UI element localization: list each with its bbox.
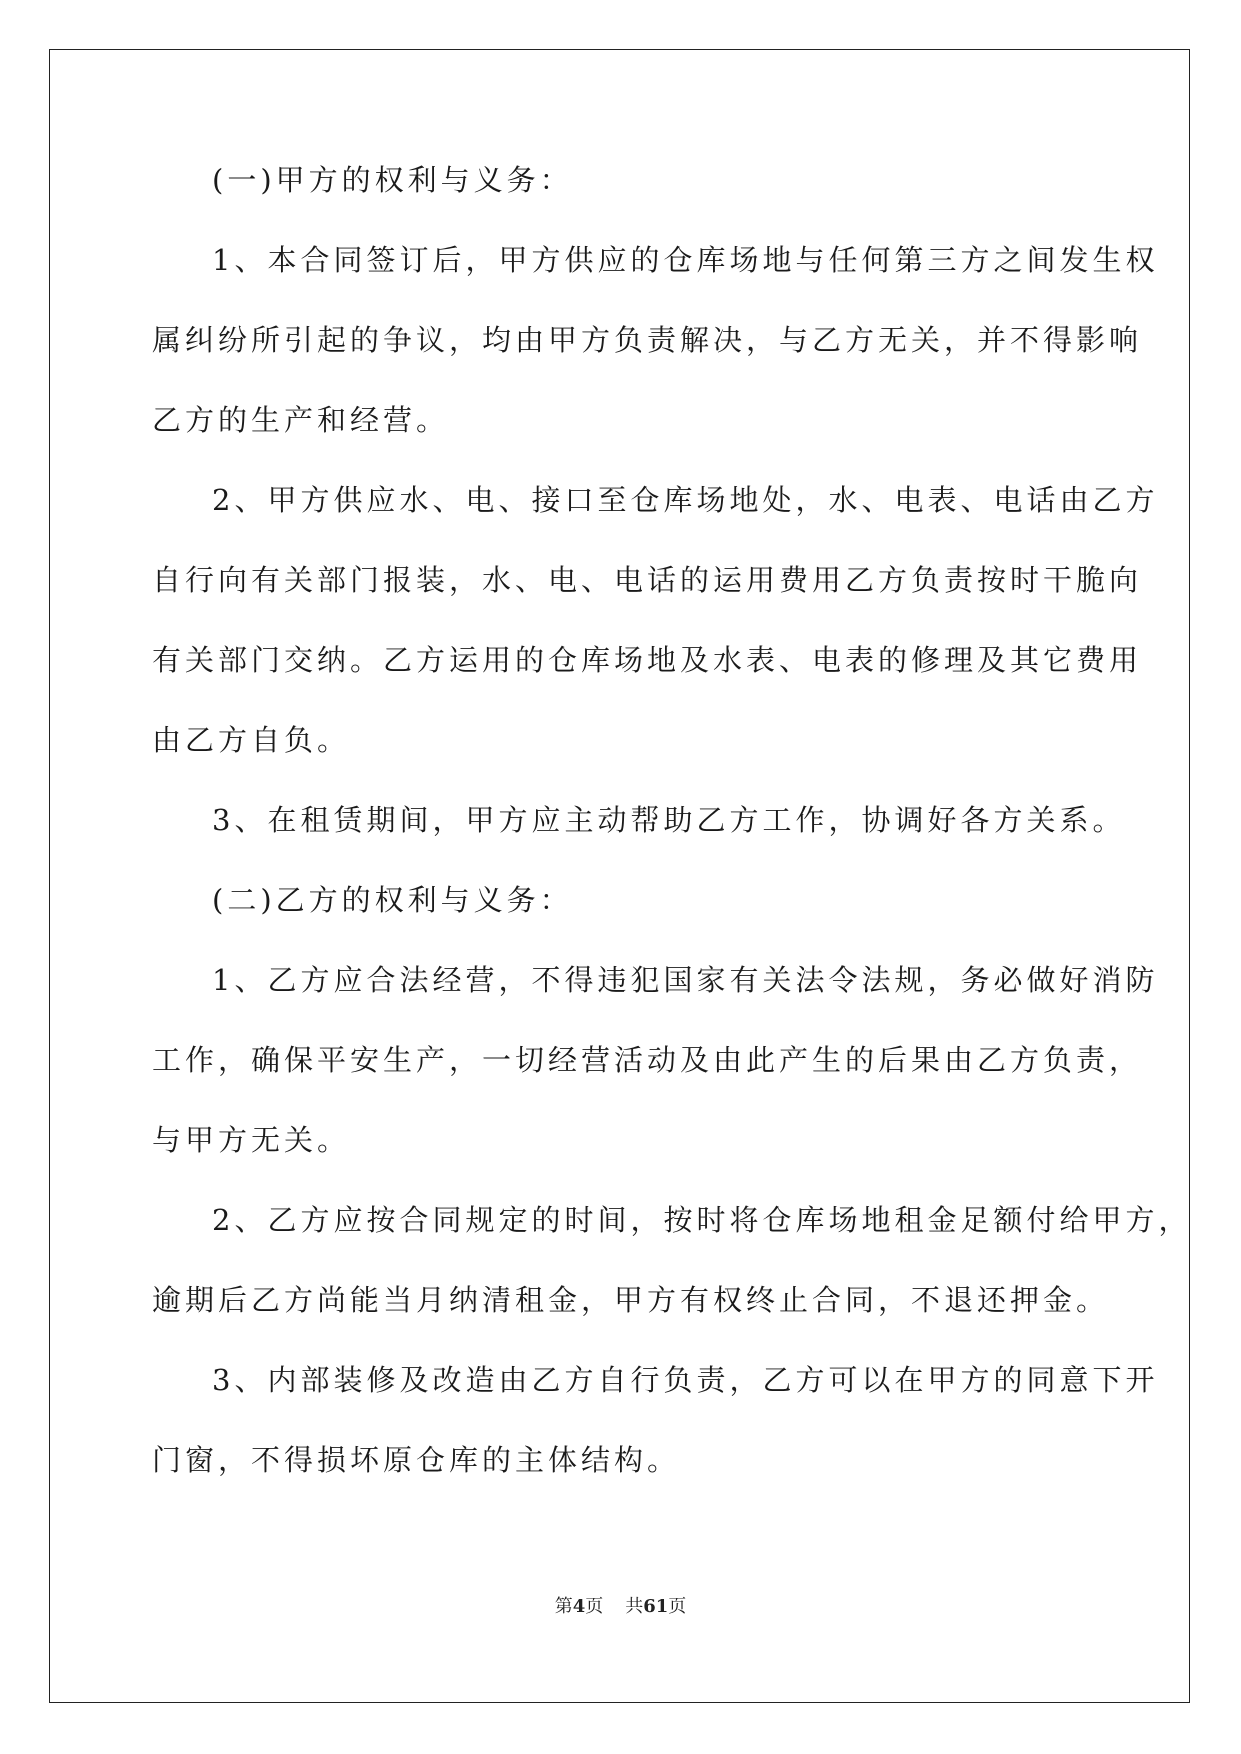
paragraph-line: 3、内部装修及改造由乙方自行负责，乙方可以在甲方的同意下开 xyxy=(212,1363,1159,1397)
paragraph-line: 属纠纷所引起的争议，均由甲方负责解决，与乙方无关，并不得影响 xyxy=(152,323,1143,357)
paragraph-line: 由乙方自负。 xyxy=(152,723,351,757)
paragraph-line: 2、乙方应按合同规定的时间，按时将仓库场地租金足额付给甲方， xyxy=(212,1203,1192,1237)
total-pages: 61 xyxy=(643,1596,669,1617)
paragraph-line: 逾期后乙方尚能当月纳清租金，甲方有权终止合同，不退还押金。 xyxy=(152,1283,1110,1317)
paragraph-line: 门窗，不得损坏原仓库的主体结构。 xyxy=(152,1443,681,1477)
total-prefix: 共 xyxy=(625,1596,644,1617)
section-heading-party-a: (一)甲方的权利与义务： xyxy=(212,163,573,197)
page-prefix: 第 xyxy=(554,1596,573,1617)
section-heading-party-b: (二)乙方的权利与义务： xyxy=(212,883,573,917)
paragraph-line: 与甲方无关。 xyxy=(152,1123,351,1157)
total-suffix: 页 xyxy=(668,1596,687,1617)
paragraph-line: 1、乙方应合法经营，不得违犯国家有关法令法规，务必做好消防 xyxy=(212,963,1159,997)
paragraph-line: 3、在租赁期间，甲方应主动帮助乙方工作，协调好各方关系。 xyxy=(212,803,1126,837)
page-footer xyxy=(0,1595,1241,1619)
paragraph-line: 1、本合同签订后，甲方供应的仓库场地与任何第三方之间发生权 xyxy=(212,243,1159,277)
paragraph-line: 工作，确保平安生产，一切经营活动及由此产生的后果由乙方负责， xyxy=(152,1043,1143,1077)
paragraph-line: 自行向有关部门报装，水、电、电话的运用费用乙方负责按时干脆向 xyxy=(152,563,1143,597)
page-suffix: 页 xyxy=(585,1596,604,1617)
page-number: 4 xyxy=(572,1596,586,1617)
paragraph-line: 有关部门交纳。乙方运用的仓库场地及水表、电表的修理及其它费用 xyxy=(152,643,1143,677)
paragraph-line: 乙方的生产和经营。 xyxy=(152,403,450,437)
paragraph-line: 2、甲方供应水、电、接口至仓库场地处，水、电表、电话由乙方 xyxy=(212,483,1159,517)
